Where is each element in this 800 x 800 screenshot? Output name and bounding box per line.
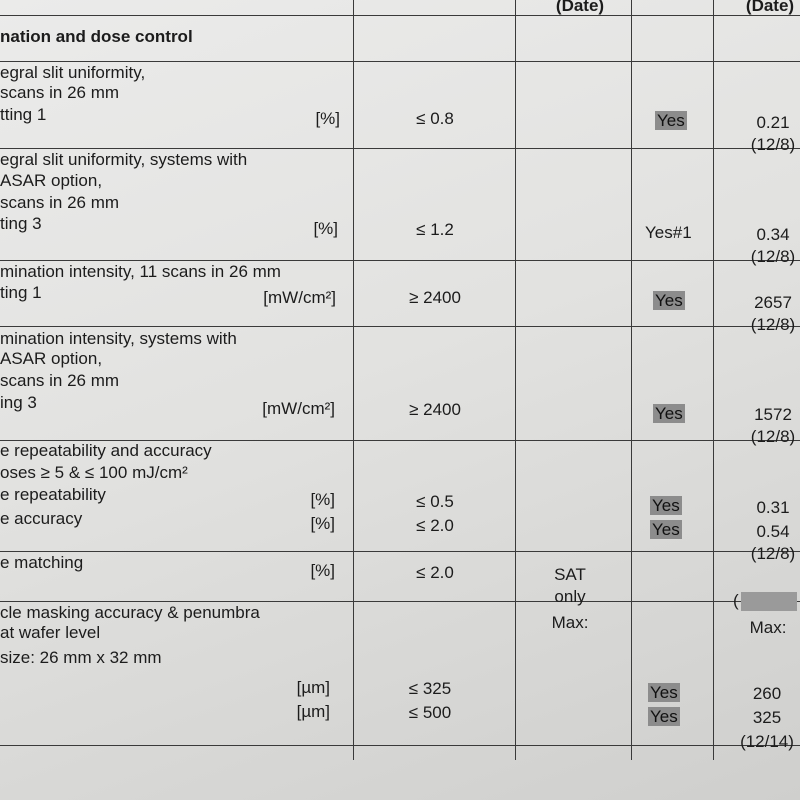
measured-date: (12/8) — [750, 427, 796, 446]
date-header: (Date) — [745, 0, 795, 15]
measured-value: 2657 — [754, 293, 792, 312]
row-description: mination intensity, systems with — [0, 329, 237, 348]
measured-date: (12/8) — [750, 544, 796, 563]
sat-note: only — [554, 587, 586, 606]
column-divider — [713, 0, 714, 760]
spec-value: ≤ 2.0 — [416, 516, 454, 535]
measured-value: 0.54 — [756, 522, 790, 541]
unit-label: [mW/cm²] — [262, 399, 335, 418]
unit-label: [%] — [313, 219, 338, 238]
row-description: at wafer level — [0, 623, 101, 642]
result-badge: Yes — [657, 111, 685, 130]
row-description: ting 1 — [0, 283, 42, 302]
unit-label: [%] — [315, 109, 340, 128]
row-description: ASAR option, — [0, 349, 103, 368]
measured-value: 260 — [752, 684, 782, 703]
max-label: Max: — [749, 618, 787, 637]
unit-label: [%] — [310, 490, 335, 509]
result-badge: Yes — [650, 683, 678, 702]
spec-value: ≥ 2400 — [409, 400, 461, 419]
measured-value: 325 — [752, 708, 782, 727]
column-divider — [353, 0, 354, 760]
spec-value: ≤ 1.2 — [416, 220, 454, 239]
measured-date: (12/14) — [740, 732, 794, 751]
sat-note: SAT — [554, 565, 586, 584]
max-label: Max: — [551, 613, 589, 632]
row-divider — [0, 15, 800, 16]
measured-date: (12/8) — [750, 135, 796, 154]
result-text: Yes#1 — [645, 223, 692, 242]
row-description: e repeatability — [0, 485, 106, 504]
row-description: ing 3 — [0, 393, 37, 412]
row-description: ASAR option, — [0, 171, 103, 190]
row-description: mination intensity, 11 scans in 26 mm — [0, 262, 281, 281]
row-description: cle masking accuracy & penumbra — [0, 603, 260, 622]
result-badge: Yes — [652, 520, 680, 539]
spec-value: ≤ 325 — [408, 679, 452, 698]
measured-value: 0.21 — [756, 113, 790, 132]
measured-date: (12/8) — [750, 247, 796, 266]
measured-value: 1572 — [754, 405, 792, 424]
spec-value: ≤ 2.0 — [416, 563, 454, 582]
spec-value: ≤ 500 — [408, 703, 452, 722]
row-description: egral slit uniformity, systems with — [0, 150, 248, 169]
unit-label: [mW/cm²] — [263, 288, 336, 307]
row-description: scans in 26 mm — [0, 83, 120, 102]
spec-value: ≤ 0.8 — [416, 109, 454, 128]
row-description: ting 3 — [0, 214, 42, 233]
result-badge: Yes — [652, 496, 680, 515]
result-badge: Yes — [655, 404, 683, 423]
spec-value: ≥ 2400 — [409, 288, 461, 307]
row-description: e accuracy — [0, 509, 83, 528]
section-title: nation and dose control — [0, 27, 193, 46]
unit-label: [%] — [310, 561, 335, 580]
redacted-block — [741, 592, 797, 611]
measured-value: 0.34 — [756, 225, 790, 244]
date-header: (Date) — [555, 0, 605, 15]
result-badge: Yes — [655, 291, 683, 310]
row-divider — [0, 326, 800, 327]
unit-label: [µm] — [296, 702, 330, 721]
unit-label: [%] — [310, 514, 335, 533]
redacted-value-open: ( — [733, 591, 739, 610]
unit-label: [µm] — [296, 678, 330, 697]
row-description: e matching — [0, 553, 84, 572]
row-description: e repeatability and accuracy — [0, 441, 212, 460]
column-divider — [515, 0, 516, 760]
row-divider — [0, 551, 800, 552]
measured-value: 0.31 — [756, 498, 790, 517]
row-description: size: 26 mm x 32 mm — [0, 648, 162, 667]
row-description: egral slit uniformity, — [0, 63, 146, 82]
row-description: scans in 26 mm — [0, 193, 120, 212]
column-divider — [631, 0, 632, 760]
result-badge: Yes — [650, 707, 678, 726]
row-description: oses ≥ 5 & ≤ 100 mJ/cm² — [0, 463, 188, 482]
row-description: tting 1 — [0, 105, 47, 124]
row-divider — [0, 745, 800, 746]
spec-value: ≤ 0.5 — [416, 492, 454, 511]
measured-date: (12/8) — [750, 315, 796, 334]
row-description: scans in 26 mm — [0, 371, 120, 390]
